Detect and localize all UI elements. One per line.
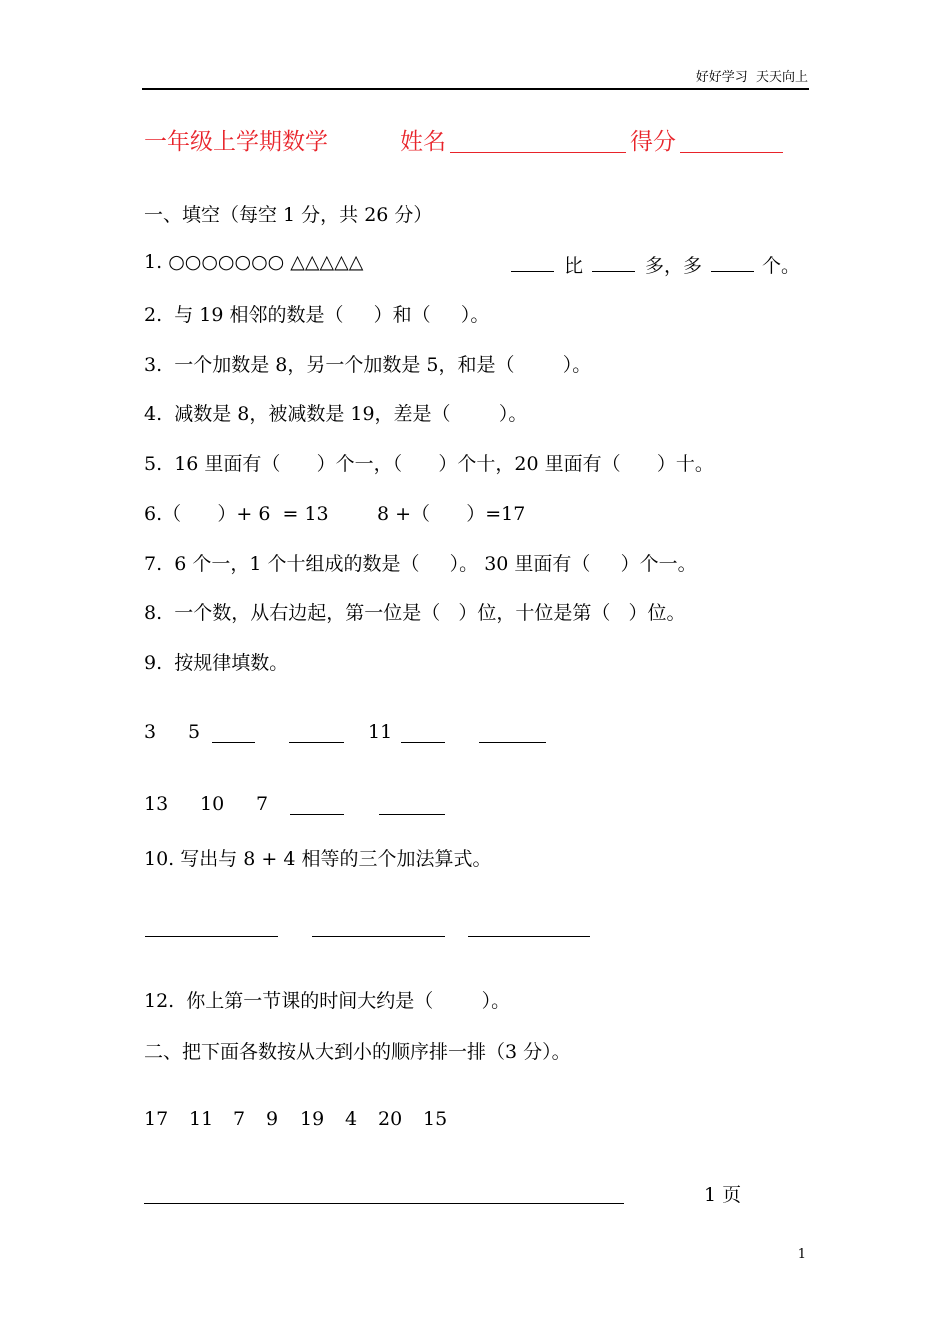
q9-row1-value: 3 <box>144 721 157 743</box>
sort-number: 9 <box>266 1108 279 1130</box>
name-blank <box>450 152 626 153</box>
question-5: 5. 16 里面有（ ）个一，（ ）个十，20 里面有（ ）十。 <box>144 453 714 475</box>
q1-word-bi: 比 <box>564 255 584 277</box>
q9-row1-value: 5 <box>188 721 201 743</box>
q1-number: 1. <box>144 251 163 273</box>
q1-word-ge: 个。 <box>762 255 801 277</box>
question-7: 7. 6 个一，1 个十组成的数是（ ）。 30 里面有（ ）个一。 <box>144 553 697 575</box>
q9-row1-blank[interactable] <box>212 742 255 743</box>
q9-row2-value: 7 <box>256 793 269 815</box>
question-9: 9. 按规律填数。 <box>144 652 289 674</box>
q1-blank-2[interactable] <box>592 271 635 272</box>
q1-blank-3[interactable] <box>711 271 754 272</box>
q1-shapes: ○○○○○○○ △△△△△ <box>168 251 364 273</box>
question-4: 4. 减数是 8，被减数是 19，差是（ ）。 <box>144 403 528 425</box>
q9-row2-value: 13 <box>144 793 169 815</box>
q1-word-duo: 多，多 <box>645 255 703 277</box>
name-label: 姓名 <box>400 129 446 155</box>
sort-number: 7 <box>233 1108 246 1130</box>
q1-blank-1[interactable] <box>511 271 554 272</box>
q9-row1-blank[interactable] <box>401 742 445 743</box>
worksheet-title: 一年级上学期数学 <box>144 129 328 155</box>
question-2: 2. 与 19 相邻的数是（ ）和（ ）。 <box>144 304 490 326</box>
q10-answer-line[interactable] <box>312 936 445 937</box>
question-6: 6.（ ）+ 6 = 13 8 +（ ）=17 <box>144 503 526 525</box>
sort-number: 4 <box>345 1108 358 1130</box>
score-blank <box>680 152 783 153</box>
header-motto: 好好学习 天天向上 <box>695 70 808 85</box>
q10-answer-line[interactable] <box>468 936 590 937</box>
q9-row1-value: 11 <box>368 721 393 743</box>
sort-number: 19 <box>300 1108 325 1130</box>
question-10: 10. 写出与 8 + 4 相等的三个加法算式。 <box>144 848 492 870</box>
q9-row1-blank[interactable] <box>289 742 344 743</box>
question-3: 3. 一个加数是 8，另一个加数是 5，和是（ ）。 <box>144 354 592 376</box>
section2-heading: 二、把下面各数按从大到小的顺序排一排（3 分）。 <box>144 1041 571 1063</box>
sort-number: 20 <box>378 1108 403 1130</box>
page-number: 1 <box>797 1247 806 1262</box>
q9-row2-blank[interactable] <box>290 814 344 815</box>
page-label: 1 页 <box>704 1184 742 1206</box>
section1-heading: 一、填空（每空 1 分，共 26 分） <box>144 204 433 226</box>
q10-answer-line[interactable] <box>145 936 278 937</box>
q9-row1-blank[interactable] <box>479 742 546 743</box>
q9-row2-value: 10 <box>200 793 225 815</box>
question-8: 8. 一个数，从右边起，第一位是（ ）位，十位是第（ ）位。 <box>144 602 686 624</box>
sort-number: 11 <box>189 1108 214 1130</box>
header-divider <box>142 88 809 90</box>
question-12: 12. 你上第一节课的时间大约是（ ）。 <box>144 990 511 1012</box>
sort-number: 17 <box>144 1108 169 1130</box>
footer-divider <box>144 1203 624 1204</box>
score-label: 得分 <box>630 129 676 155</box>
sort-number: 15 <box>423 1108 448 1130</box>
question-1 <box>144 251 363 273</box>
q9-row2-blank[interactable] <box>379 814 445 815</box>
